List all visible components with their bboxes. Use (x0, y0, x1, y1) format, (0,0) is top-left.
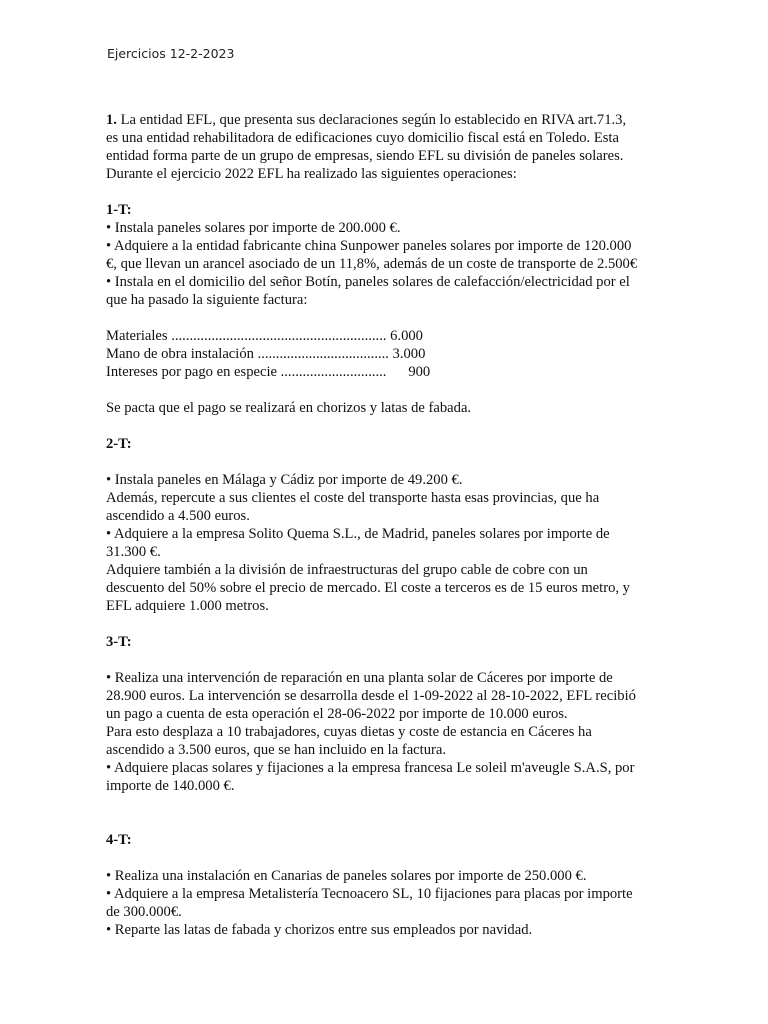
t3-line: un pago a cuenta de esta operación el 28-06-2022 por importe de 10.000 euros. (106, 706, 568, 722)
document-header: Ejercicios 12-2-2023 (107, 46, 235, 61)
invoice-row-materiales: Materiales ........................................................... 6.000 (106, 328, 423, 344)
t3-line: ascendido a 3.500 euros, que se han incluido en la factura. (106, 742, 446, 758)
intro-line: entidad forma parte de un grupo de empresas, siendo EFL su división de paneles solares. (106, 148, 624, 164)
section-heading-2t: 2-T: (106, 436, 132, 452)
t1-payment-note: Se pacta que el pago se realizará en chorizos y latas de fabada. (106, 400, 472, 416)
t1-line: €, que llevan un arancel asociado de un 11,8%, además de un coste de transporte de 2.500€ (106, 256, 638, 272)
intro-text: La entidad EFL, que presenta sus declaraciones según lo establecido en RIVA art.71.3, (116, 112, 627, 128)
section-heading-3t: 3-T: (106, 634, 132, 650)
invoice-row-intereses: Intereses por pago en especie ............................. 900 (106, 364, 431, 380)
t3-line: • Realiza una intervención de reparación en una planta solar de Cáceres por importe de (106, 670, 613, 686)
intro-line: es una entidad rehabilitadora de edificaciones cuyo domicilio fiscal está en Toledo. Esta (106, 130, 619, 146)
t2-line: • Instala paneles en Málaga y Cádiz por importe de 49.200 €. (106, 472, 463, 488)
t2-line: descuento del 50% sobre el precio de mercado. El coste a terceros es de 15 euros metro, y (106, 580, 630, 596)
t4-line: de 300.000€. (106, 904, 182, 920)
t4-line: • Adquiere a la empresa Metalistería Tecnoacero SL, 10 fijaciones para placas por importe (106, 886, 633, 902)
t3-line: importe de 140.000 €. (106, 778, 235, 794)
t2-line: EFL adquiere 1.000 metros. (106, 598, 269, 614)
t1-line: • Adquiere a la entidad fabricante china Sunpower paneles solares por importe de 120.000 (106, 238, 632, 254)
intro-line: Durante el ejercicio 2022 EFL ha realizado las siguientes operaciones: (106, 166, 517, 182)
t2-line: • Adquiere a la empresa Solito Quema S.L., de Madrid, paneles solares por importe de (106, 526, 610, 542)
intro-line (106, 111, 662, 129)
t2-line: Adquiere también a la división de infraestructuras del grupo cable de cobre con un (106, 562, 588, 578)
section-heading-4t: 4-T: (106, 832, 132, 848)
t3-line: 28.900 euros. La intervención se desarrolla desde el 1-09-2022 al 28-10-2022, EFL recibió (106, 688, 636, 704)
t1-line: que ha pasado la siguiente factura: (106, 292, 308, 308)
exercise-number: 1. (106, 112, 117, 128)
t3-line: Para esto desplaza a 10 trabajadores, cuyas dietas y coste de estancia en Cáceres ha (106, 724, 592, 740)
t2-line: 31.300 €. (106, 544, 161, 560)
t1-line: • Instala en el domicilio del señor Botín, paneles solares de calefacción/electricidad por el (106, 274, 630, 290)
t3-line: • Adquiere placas solares y fijaciones a la empresa francesa Le soleil m'aveugle S.A.S, por (106, 760, 635, 776)
t2-line: Además, repercute a sus clientes el coste del transporte hasta esas provincias, que ha (106, 490, 600, 506)
t1-line: • Instala paneles solares por importe de 200.000 €. (106, 220, 401, 236)
section-heading-1t: 1-T: (106, 202, 132, 218)
t2-line: ascendido a 4.500 euros. (106, 508, 250, 524)
invoice-row-mano-obra: Mano de obra instalación .................................... 3.000 (106, 346, 426, 362)
document-body (106, 111, 662, 939)
t4-line: • Realiza una instalación en Canarias de paneles solares por importe de 250.000 €. (106, 868, 587, 884)
t4-line: • Reparte las latas de fabada y chorizos entre sus empleados por navidad. (106, 922, 533, 938)
invoice-table (106, 327, 662, 381)
